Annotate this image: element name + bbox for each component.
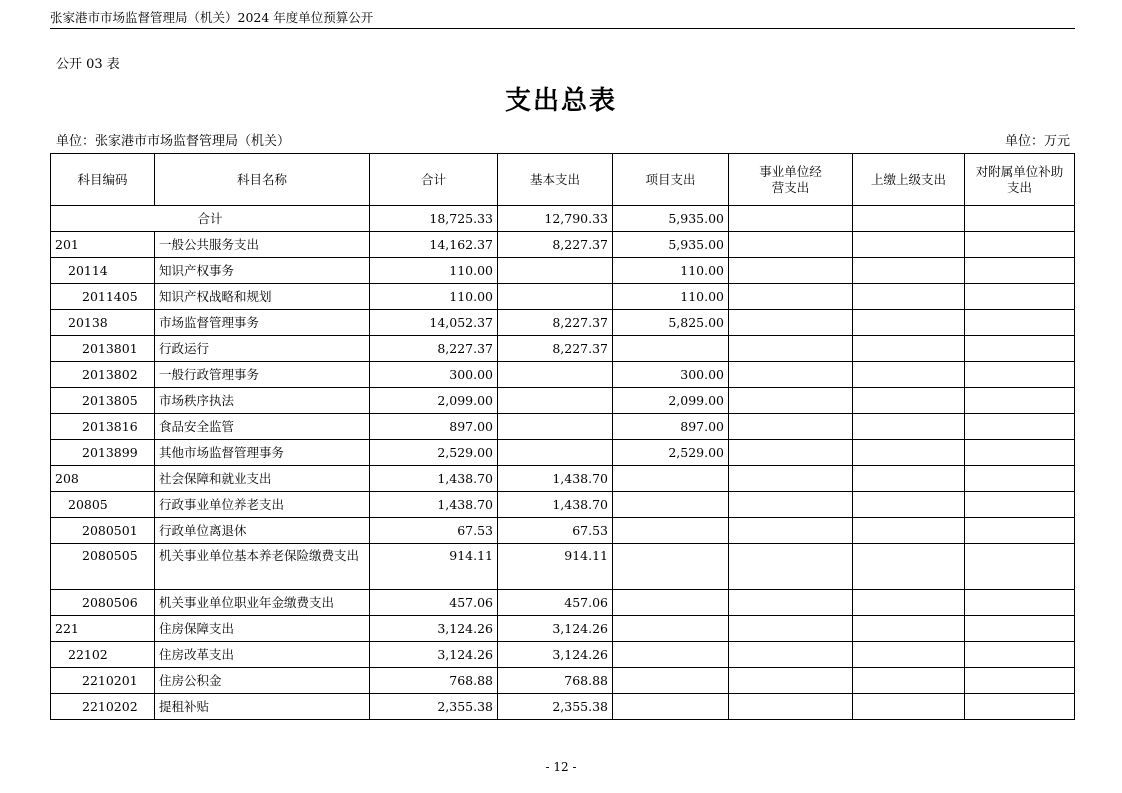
project-cell	[613, 466, 729, 492]
code-cell: 22102	[51, 642, 155, 668]
basic-cell: 768.88	[498, 668, 613, 694]
name-cell: 一般行政管理事务	[155, 362, 370, 388]
total-label: 合计	[51, 206, 370, 232]
name-cell: 机关事业单位职业年金缴费支出	[155, 590, 370, 616]
name-cell: 食品安全监管	[155, 414, 370, 440]
upper-cell	[853, 284, 965, 310]
business-cell	[729, 466, 853, 492]
page-title: 支出总表	[504, 86, 617, 116]
table-row	[51, 388, 1075, 414]
column-header: 科目编码	[51, 154, 155, 206]
code-cell: 2013802	[51, 362, 155, 388]
upper-cell	[853, 258, 965, 284]
upper-cell	[853, 616, 965, 642]
subsidy-cell	[965, 232, 1075, 258]
upper-cell	[853, 668, 965, 694]
basic-cell: 8,227.37	[498, 310, 613, 336]
project-cell	[613, 616, 729, 642]
upper-cell	[853, 206, 965, 232]
column-header: 项目支出	[613, 154, 729, 206]
subsidy-cell	[965, 414, 1075, 440]
total-cell: 110.00	[370, 284, 498, 310]
business-cell	[729, 668, 853, 694]
subsidy-cell	[965, 616, 1075, 642]
name-cell: 提租补贴	[155, 694, 370, 720]
basic-cell: 2,355.38	[498, 694, 613, 720]
total-cell: 8,227.37	[370, 336, 498, 362]
table-row	[51, 284, 1075, 310]
upper-cell	[853, 544, 965, 590]
name-cell: 住房保障支出	[155, 616, 370, 642]
expenditure-table	[50, 153, 1075, 720]
total-cell: 110.00	[370, 258, 498, 284]
business-cell	[729, 284, 853, 310]
subsidy-cell	[965, 492, 1075, 518]
code-cell: 2013805	[51, 388, 155, 414]
total-cell: 14,162.37	[370, 232, 498, 258]
upper-cell	[853, 518, 965, 544]
upper-cell	[853, 466, 965, 492]
subsidy-cell	[965, 284, 1075, 310]
code-cell: 221	[51, 616, 155, 642]
business-cell	[729, 616, 853, 642]
project-cell: 2,099.00	[613, 388, 729, 414]
total-cell: 67.53	[370, 518, 498, 544]
basic-cell	[498, 440, 613, 466]
column-header: 科目名称	[155, 154, 370, 206]
subsidy-cell	[965, 642, 1075, 668]
name-cell: 机关事业单位基本养老保险缴费支出	[155, 544, 370, 590]
business-cell	[729, 232, 853, 258]
table-row	[51, 518, 1075, 544]
subsidy-cell	[965, 466, 1075, 492]
subsidy-cell	[965, 590, 1075, 616]
name-cell: 知识产权战略和规划	[155, 284, 370, 310]
code-cell: 2013801	[51, 336, 155, 362]
total-cell: 1,438.70	[370, 466, 498, 492]
table-row	[51, 440, 1075, 466]
subsidy-cell	[965, 694, 1075, 720]
unit-label: 单位：张家港市市场监督管理局（机关）	[56, 134, 291, 149]
table-row	[51, 466, 1075, 492]
table-row	[51, 258, 1075, 284]
project-cell: 897.00	[613, 414, 729, 440]
name-cell: 住房改革支出	[155, 642, 370, 668]
code-cell: 2013899	[51, 440, 155, 466]
code-cell: 201	[51, 232, 155, 258]
project-cell	[613, 590, 729, 616]
table-row	[51, 616, 1075, 642]
project-cell: 5,825.00	[613, 310, 729, 336]
upper-cell	[853, 492, 965, 518]
code-cell: 2013816	[51, 414, 155, 440]
business-cell	[729, 492, 853, 518]
table-row	[51, 414, 1075, 440]
business-cell	[729, 388, 853, 414]
name-cell: 社会保障和就业支出	[155, 466, 370, 492]
basic-cell: 457.06	[498, 590, 613, 616]
subsidy-cell	[965, 544, 1075, 590]
total-cell: 2,355.38	[370, 694, 498, 720]
table-row	[51, 336, 1075, 362]
code-cell: 2080506	[51, 590, 155, 616]
basic-cell: 1,438.70	[498, 466, 613, 492]
business-cell	[729, 414, 853, 440]
project-cell	[613, 544, 729, 590]
upper-cell	[853, 310, 965, 336]
project-cell	[613, 668, 729, 694]
name-cell: 知识产权事务	[155, 258, 370, 284]
table-row	[51, 232, 1075, 258]
table-row	[51, 544, 1075, 590]
subsidy-cell	[965, 668, 1075, 694]
table-code: 公开 03 表	[56, 57, 120, 72]
code-cell: 2080505	[51, 544, 155, 590]
table-row	[51, 492, 1075, 518]
code-cell: 208	[51, 466, 155, 492]
subsidy-cell	[965, 440, 1075, 466]
project-cell: 110.00	[613, 284, 729, 310]
project-cell	[613, 336, 729, 362]
upper-cell	[853, 388, 965, 414]
project-cell: 5,935.00	[613, 232, 729, 258]
business-cell	[729, 310, 853, 336]
basic-cell: 1,438.70	[498, 492, 613, 518]
basic-cell: 3,124.26	[498, 616, 613, 642]
table-row	[51, 310, 1075, 336]
total-cell: 3,124.26	[370, 642, 498, 668]
subsidy-cell	[965, 258, 1075, 284]
currency-unit-label: 单位：万元	[1004, 134, 1070, 149]
code-cell: 20805	[51, 492, 155, 518]
project-cell: 5,935.00	[613, 206, 729, 232]
basic-cell: 67.53	[498, 518, 613, 544]
subsidy-cell	[965, 206, 1075, 232]
code-cell: 2080501	[51, 518, 155, 544]
total-cell: 1,438.70	[370, 492, 498, 518]
table-row	[51, 668, 1075, 694]
business-cell	[729, 590, 853, 616]
total-cell: 768.88	[370, 668, 498, 694]
business-cell	[729, 642, 853, 668]
total-cell: 2,099.00	[370, 388, 498, 414]
basic-cell: 914.11	[498, 544, 613, 590]
project-cell	[613, 492, 729, 518]
basic-cell: 12,790.33	[498, 206, 613, 232]
project-cell	[613, 694, 729, 720]
name-cell: 行政运行	[155, 336, 370, 362]
upper-cell	[853, 336, 965, 362]
project-cell: 300.00	[613, 362, 729, 388]
business-cell	[729, 694, 853, 720]
upper-cell	[853, 642, 965, 668]
table-row	[51, 590, 1075, 616]
code-cell: 2210202	[51, 694, 155, 720]
business-cell	[729, 440, 853, 466]
total-cell: 14,052.37	[370, 310, 498, 336]
name-cell: 市场监督管理事务	[155, 310, 370, 336]
subsidy-cell	[965, 310, 1075, 336]
total-cell: 457.06	[370, 590, 498, 616]
project-cell	[613, 642, 729, 668]
page-number: - 12 -	[545, 760, 577, 774]
name-cell: 其他市场监督管理事务	[155, 440, 370, 466]
total-cell: 2,529.00	[370, 440, 498, 466]
name-cell: 住房公积金	[155, 668, 370, 694]
subsidy-cell	[965, 518, 1075, 544]
column-header: 对附属单位补助支出	[965, 154, 1075, 206]
name-cell: 市场秩序执法	[155, 388, 370, 414]
upper-cell	[853, 440, 965, 466]
upper-cell	[853, 694, 965, 720]
page-header: 张家港市市场监督管理局（机关）2024 年度单位预算公开	[50, 10, 1075, 29]
project-cell: 110.00	[613, 258, 729, 284]
table-row	[51, 694, 1075, 720]
basic-cell	[498, 388, 613, 414]
upper-cell	[853, 590, 965, 616]
business-cell	[729, 206, 853, 232]
basic-cell	[498, 362, 613, 388]
basic-cell: 8,227.37	[498, 336, 613, 362]
name-cell: 行政事业单位养老支出	[155, 492, 370, 518]
business-cell	[729, 258, 853, 284]
upper-cell	[853, 414, 965, 440]
business-cell	[729, 544, 853, 590]
code-cell: 2011405	[51, 284, 155, 310]
name-cell: 行政单位离退休	[155, 518, 370, 544]
name-cell: 一般公共服务支出	[155, 232, 370, 258]
code-cell: 20138	[51, 310, 155, 336]
subsidy-cell	[965, 362, 1075, 388]
table-header-row	[51, 154, 1075, 206]
basic-cell: 8,227.37	[498, 232, 613, 258]
business-cell	[729, 518, 853, 544]
business-cell	[729, 362, 853, 388]
total-cell: 3,124.26	[370, 616, 498, 642]
subsidy-cell	[965, 336, 1075, 362]
column-header: 事业单位经营支出	[729, 154, 853, 206]
subsidy-cell	[965, 388, 1075, 414]
total-cell: 300.00	[370, 362, 498, 388]
total-row	[51, 206, 1075, 232]
code-cell: 2210201	[51, 668, 155, 694]
table-row	[51, 362, 1075, 388]
upper-cell	[853, 362, 965, 388]
total-cell: 897.00	[370, 414, 498, 440]
total-cell: 18,725.33	[370, 206, 498, 232]
project-cell	[613, 518, 729, 544]
basic-cell	[498, 258, 613, 284]
basic-cell: 3,124.26	[498, 642, 613, 668]
upper-cell	[853, 232, 965, 258]
column-header: 基本支出	[498, 154, 613, 206]
total-cell: 914.11	[370, 544, 498, 590]
project-cell: 2,529.00	[613, 440, 729, 466]
code-cell: 20114	[51, 258, 155, 284]
table-row	[51, 642, 1075, 668]
basic-cell	[498, 414, 613, 440]
column-header: 上缴上级支出	[853, 154, 965, 206]
column-header: 合计	[370, 154, 498, 206]
business-cell	[729, 336, 853, 362]
basic-cell	[498, 284, 613, 310]
